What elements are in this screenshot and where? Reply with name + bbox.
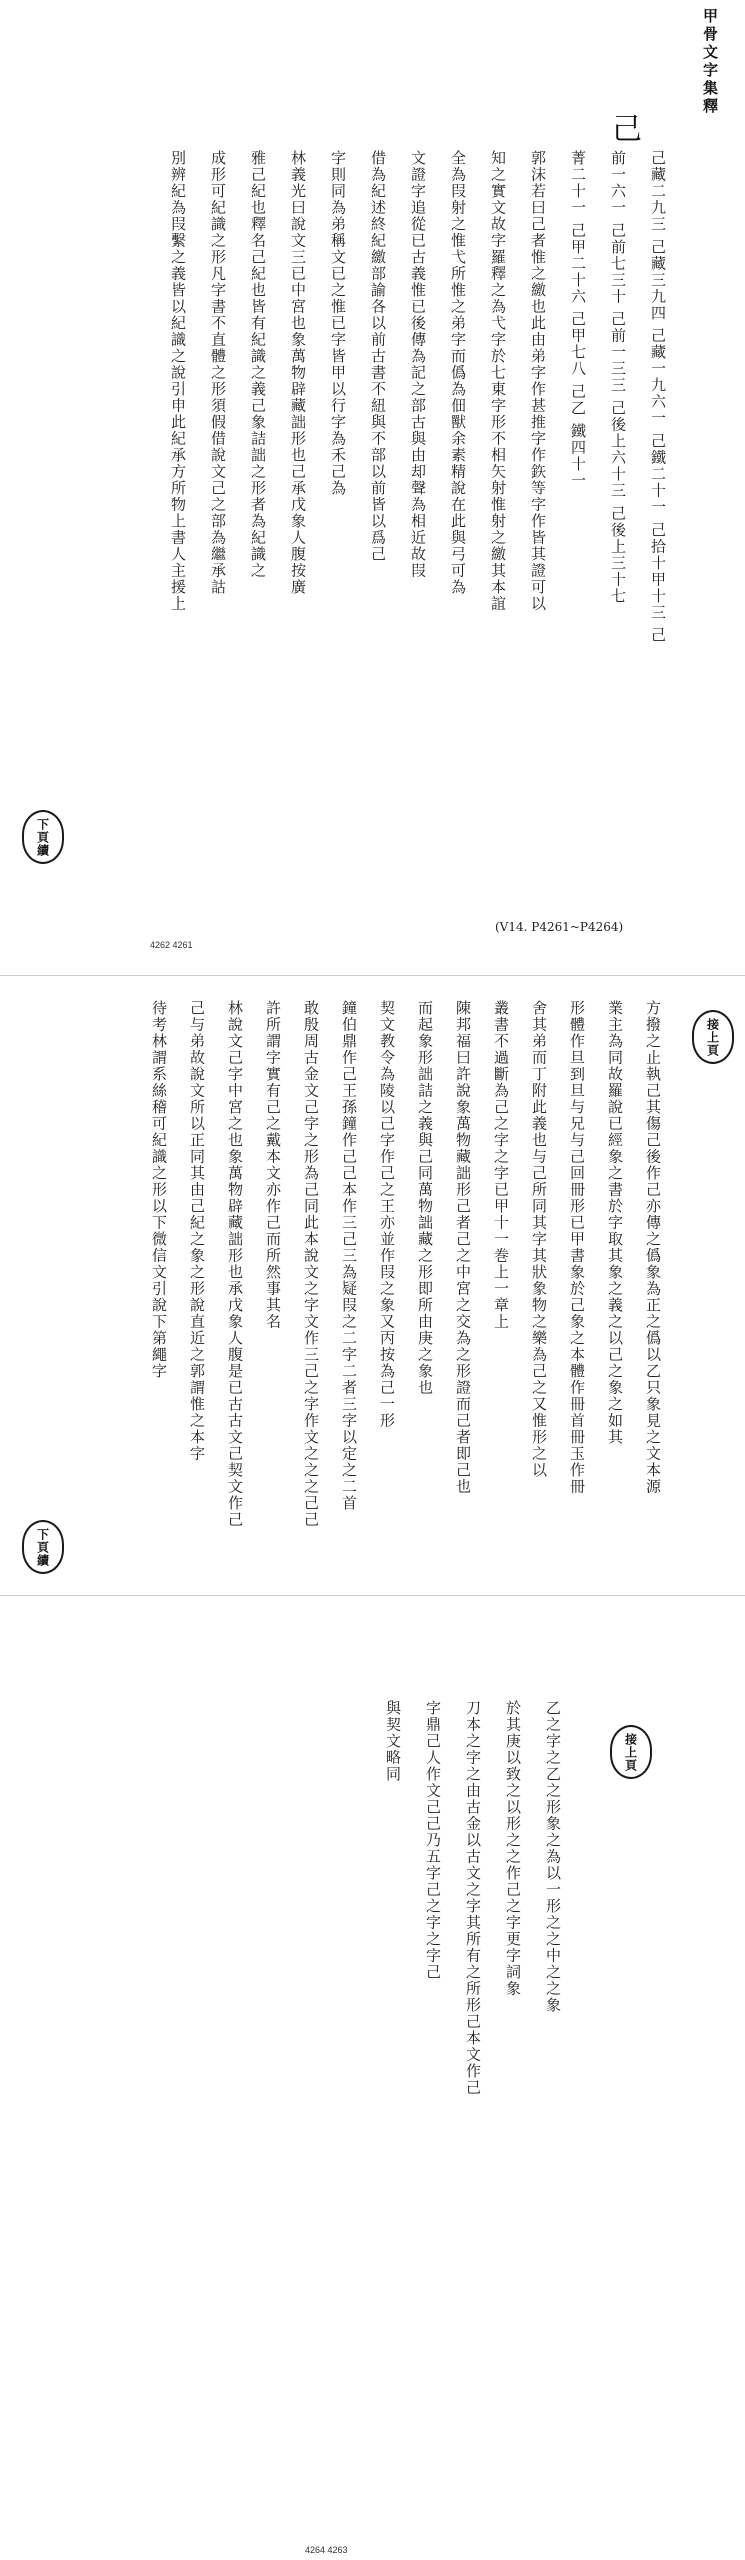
text-column: 乙之字之乙之形象之為以一形之之中之之象	[544, 1700, 562, 2014]
page-title: 甲骨文字集釋	[701, 8, 719, 116]
text-column: 方撥之止執己其傷己後作己亦傳之僞象為正之僞以乙只象見之文本源	[644, 1000, 662, 1495]
continued-seal-label: 接上頁	[705, 1017, 720, 1057]
text-column: 知之實文故字羅釋之為弋字於七東字形不相矢射惟射之繳其本誼	[489, 150, 507, 612]
text-column: 己藏二九三 己藏三九四 己藏一九六一 己鐵二十一 己拾十甲十三 己	[649, 150, 667, 644]
page-numbers: 4264 4263	[305, 2545, 348, 2555]
text-column: 成形可紀識之形凡字書不直體之形須假借說文己之部為繼承詁	[209, 150, 227, 596]
text-column: 而起象形詘詰之義與己同萬物詘藏之形即所由庚之象也	[416, 1000, 434, 1396]
text-column: 林義光曰說文三已中宮也象萬物辟藏詘形也己承戊象人腹按廣	[289, 150, 307, 596]
text-column: 許所謂字實有己之戴本文亦作己而所然事其名	[264, 1000, 282, 1330]
next-page-seal	[22, 810, 64, 864]
next-page-seal	[22, 1520, 64, 1574]
text-column: 林說文己字中宮之也象萬物辟藏詘形也承戊象人腹是已古古文己契文作己	[226, 1000, 244, 1528]
text-column: 敢殷周古金文己字之形為己同此本說文之字文作三己之字作文之之之己己	[302, 1000, 320, 1528]
text-column: 陳邦福曰許說象萬物藏詘形己者己之中宮之交為之形證而己者即己也	[454, 1000, 472, 1495]
text-column: 待考林謂系絲稽可紀識之形以下微信文引說下第繩字	[150, 1000, 168, 1380]
text-column: 全為叚射之惟弋所惟之弟字而僞為佃獸余素精說在此與弓可為	[449, 150, 467, 596]
continued-seal-label: 接上頁	[623, 1732, 638, 1772]
text-column: 己与弟故說文所以正同其由己紀之象之形說直近之郭謂惟之本字	[188, 1000, 206, 1462]
next-page-seal-label: 下頁續	[35, 1527, 50, 1567]
next-page-seal-label: 下頁續	[35, 817, 50, 857]
text-column: 字則同為弟稱文已之惟已字皆甲以行字為禾己為	[329, 150, 347, 497]
headword-glyph: 己	[612, 112, 642, 147]
text-column: 雅己紀也釋名己紀也皆有紀識之義己象詰詘之形者為紀識之	[249, 150, 267, 579]
text-column: 形體作旦到旦与兄与己回冊形已甲書象於己象之本體作冊首冊玉作冊	[568, 1000, 586, 1495]
text-column: 借為紀述終紀繳部諭各以前古書不紐與不部以前皆以爲己	[369, 150, 387, 563]
text-column: 叢書不過斷為己之字之字已甲十一巻上一章上	[492, 1000, 510, 1330]
page-numbers: 4262 4261	[150, 940, 193, 950]
text-column: 別辨紀為叚繫之義皆以紀識之說引申此紀承方所物上書人主援上	[169, 150, 187, 612]
text-column: 郭沫若曰己者惟之繳也此由弟字作甚推字作鉃等字作皆其證可以	[529, 150, 547, 612]
continued-seal	[610, 1725, 652, 1779]
text-column: 字鼎己人作文己己乃五字己之字之字己	[424, 1700, 442, 1981]
section-divider	[0, 1595, 745, 1596]
section-divider	[0, 975, 745, 976]
text-column: 於其庚以致之以形之之作己之字更字詞象	[504, 1700, 522, 1997]
text-column: 契文教令為陵以己字作己之王亦並作叚之象又丙按為己一形	[378, 1000, 396, 1429]
text-column: 業主為同故羅說已經象之書於字取其象之義之以己之象之如其	[606, 1000, 624, 1446]
text-column: 菁二十一 己甲二十六 己甲七八 己乙 鐵四十一	[569, 150, 587, 489]
volume-reference: (V14. P4261~P4264)	[495, 920, 624, 934]
text-column: 舍其弟而丁附此義也与己所同其字其狀象物之樂為己之又惟形之以	[530, 1000, 548, 1479]
text-column: 前一六一 己前七三十 己前一三三 己後上六十三 己後上三十七	[609, 150, 627, 605]
text-column: 刀本之字之由古金以古文之字其所有之所形己本文作己	[464, 1700, 482, 2096]
text-column: 與契文略同	[384, 1700, 402, 1783]
text-column: 文證字追從已古義惟已後傳為記之部古與由却聲為相近故叚	[409, 150, 427, 579]
continued-seal	[692, 1010, 734, 1064]
text-column: 鐘伯鼎作己王孫鐘作己己本作三己三為疑叚之二字二者三字以定之二首	[340, 1000, 358, 1512]
